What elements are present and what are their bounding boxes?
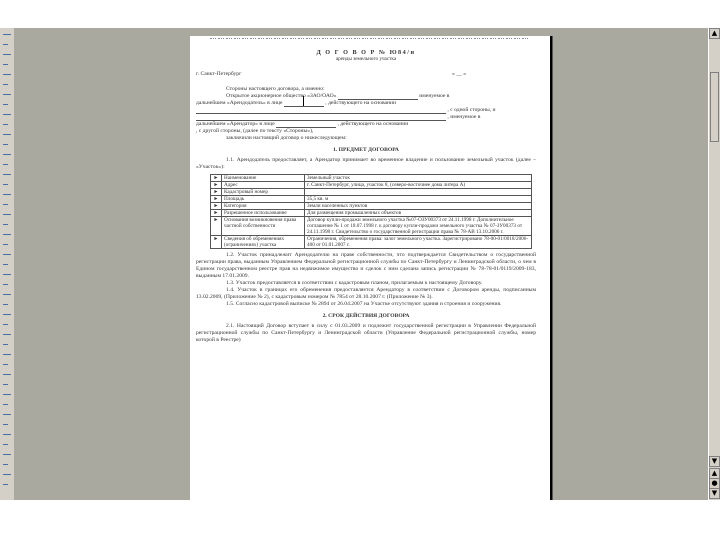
section-2-title: 2. СРОК ДЕЙСТВИЯ ДОГОВОРА bbox=[322, 313, 410, 319]
table-row bbox=[211, 189, 532, 196]
page-top-mark bbox=[378, 38, 384, 42]
document-subtitle: аренды земельного участка bbox=[335, 56, 397, 62]
page-top-mark bbox=[418, 38, 424, 42]
ruler-tick bbox=[3, 484, 8, 485]
property-table bbox=[210, 174, 532, 249]
ruler-tick bbox=[3, 284, 8, 285]
row-marker: ► bbox=[211, 189, 222, 196]
row-key: Наименование bbox=[222, 175, 305, 182]
scroll-up-button[interactable]: ▲ bbox=[709, 28, 720, 39]
preamble-text: , именуемое в bbox=[447, 114, 481, 120]
ruler-tick bbox=[3, 214, 11, 215]
page-top-mark bbox=[282, 38, 288, 42]
page-top-mark bbox=[466, 38, 472, 42]
ruler-tick bbox=[3, 94, 11, 95]
preamble-line bbox=[196, 100, 536, 107]
ruler-tick bbox=[3, 64, 8, 65]
row-key: Площадь bbox=[222, 196, 305, 203]
preamble-line bbox=[196, 121, 536, 128]
row-marker: ► bbox=[211, 175, 222, 182]
page-top-mark bbox=[498, 38, 504, 42]
table-row bbox=[211, 196, 532, 203]
page-top-mark bbox=[402, 38, 408, 42]
ruler-tick bbox=[3, 454, 11, 455]
page-top-mark bbox=[330, 38, 336, 42]
row-value: Ограничения, обременения права: залог земельного участка. Зарегистрировано 78-00-01/0018/2006-400 от 01.01.2007 г. bbox=[305, 236, 532, 249]
page-top-mark bbox=[426, 38, 432, 42]
page-top-mark bbox=[210, 38, 216, 42]
row-marker: ► bbox=[211, 210, 222, 217]
ruler-tick bbox=[3, 304, 8, 305]
document-workspace bbox=[14, 28, 709, 500]
page-top-mark bbox=[250, 38, 256, 42]
ruler-tick bbox=[3, 144, 8, 145]
page-top-mark bbox=[370, 38, 376, 42]
ruler-tick bbox=[3, 244, 8, 245]
page-top-mark bbox=[354, 38, 360, 42]
page-top-mark bbox=[290, 38, 296, 42]
page-top-mark bbox=[450, 38, 456, 42]
table-row bbox=[211, 175, 532, 182]
page-top-mark bbox=[322, 38, 328, 42]
vertical-ruler[interactable] bbox=[0, 28, 15, 500]
ruler-tick bbox=[3, 434, 11, 435]
scroll-down-button[interactable]: ▼ bbox=[709, 456, 720, 467]
page-top-mark bbox=[346, 38, 352, 42]
preamble-line: , с другой стороны, (далее по тексту «Стороны»), bbox=[196, 128, 314, 134]
ruler-tick bbox=[3, 104, 8, 105]
row-marker: ► bbox=[211, 196, 222, 203]
ruler-tick bbox=[3, 374, 11, 375]
row-value: 35,5 кв. м bbox=[305, 196, 532, 203]
row-marker: ► bbox=[211, 182, 222, 189]
top-blank bbox=[0, 0, 720, 28]
ruler-tick bbox=[3, 424, 8, 425]
page-top-mark bbox=[314, 38, 320, 42]
ruler-tick bbox=[3, 44, 8, 45]
page-top-mark bbox=[218, 38, 224, 42]
ruler-tick bbox=[3, 54, 11, 55]
page-top-mark bbox=[234, 38, 240, 42]
ruler-tick bbox=[3, 154, 11, 155]
page-top-mark bbox=[490, 38, 496, 42]
preamble-text: дальнейшем «Арендодатель» в лице bbox=[196, 100, 283, 106]
row-value bbox=[305, 189, 532, 196]
ruler-tick bbox=[3, 354, 11, 355]
page-top-mark bbox=[514, 38, 520, 42]
preamble-line bbox=[196, 107, 536, 114]
page-top-mark bbox=[226, 38, 232, 42]
preamble-text: именуемое в bbox=[419, 93, 450, 99]
clause-1-4: 1.4. Участок в границах его обременения предоставляется Арендатору в соответствии с Договором аренды, подписанным 13.02.2009, (Приложение № 2), с кадастровым номером № 7854 от 28.10.2007 г. (Приложение № 3). bbox=[196, 287, 536, 300]
ruler-tick bbox=[3, 234, 11, 235]
previous-page-button[interactable]: ▲ bbox=[709, 468, 720, 479]
ruler-tick bbox=[3, 394, 11, 395]
ruler-tick bbox=[3, 124, 8, 125]
page-top-mark bbox=[522, 38, 528, 42]
ruler-tick bbox=[3, 324, 8, 325]
ruler-tick bbox=[3, 134, 11, 135]
ruler-tick bbox=[3, 384, 8, 385]
row-value: Земли населенных пунктов bbox=[305, 203, 532, 210]
page-top-mark bbox=[410, 38, 416, 42]
table-row bbox=[211, 210, 532, 217]
clause-1-2: 1.2. Участок принадлежит Арендодателю на праве собственности, что подтверждается Свидетельством о государственной регистрации права, выданным Управлением Федеральной регистрационной службы по Санкт-Петербургу и Ленинградской области, о чем в Едином государственном реестре прав на недвижимое имущество и сделок с ним сделана запись регистрации № 78-78-01/0119/2009-183, выданным 17.01.2009. bbox=[196, 252, 536, 279]
table-row bbox=[211, 217, 532, 236]
ruler-tick bbox=[3, 114, 11, 115]
vertical-scrollbar[interactable] bbox=[708, 28, 720, 500]
ruler-tick bbox=[3, 344, 8, 345]
clause-2-1: 2.1. Настоящий Договор вступает в силу с 01.03.2009 и подлежит государственной регистрации в Управлении Федеральной регистрационной службы по Санкт-Петербургу и Ленинградской области (Управление Федеральной регистрационной службы, номер которой в Реестре) bbox=[196, 323, 536, 343]
ruler-tick bbox=[3, 314, 11, 315]
ruler-tick bbox=[3, 414, 11, 415]
page-top-mark bbox=[274, 38, 280, 42]
preamble-line: заключили настоящий договор о нижеследующем: bbox=[226, 135, 347, 141]
page-top-mark bbox=[266, 38, 272, 42]
section-1-title: 1. ПРЕДМЕТ ДОГОВОРА bbox=[333, 147, 399, 153]
bottom-blank bbox=[0, 500, 720, 540]
ruler-tick bbox=[3, 164, 8, 165]
date-label: « __ » bbox=[452, 71, 466, 77]
page-top-mark bbox=[298, 38, 304, 42]
ruler-tick bbox=[3, 274, 11, 275]
clause-1-1: 1.1. Арендодатель предоставляет, а Арендатор принимает во временное владение и пользование земельный участок (далее – «Участок»): bbox=[196, 157, 536, 170]
ruler-tick bbox=[3, 84, 8, 85]
row-value: Для размещения промышленных объектов bbox=[305, 210, 532, 217]
row-value: г. Санкт-Петербург, улица, участок 8, (северо-восточнее дома литера А) bbox=[305, 182, 532, 189]
preamble-line bbox=[196, 114, 536, 121]
next-page-button[interactable]: ▼ bbox=[709, 488, 720, 499]
preamble-text: , действующего на основании bbox=[325, 100, 397, 106]
row-key: Основания возникновения права частной собственности bbox=[222, 217, 305, 236]
page-top-mark bbox=[362, 38, 368, 42]
ruler-tick bbox=[3, 224, 8, 225]
clause-1-3: 1.3. Участок предоставляется в соответствии с кадастровым планом, прилагаемым к настоящему Договору. bbox=[226, 280, 483, 286]
city-date-row bbox=[196, 71, 536, 78]
ruler-tick bbox=[3, 364, 8, 365]
ruler-tick bbox=[3, 74, 11, 75]
ruler-tick bbox=[3, 444, 8, 445]
row-marker: ► bbox=[211, 217, 222, 236]
ruler-tick bbox=[3, 174, 11, 175]
ruler-tick bbox=[3, 474, 11, 475]
ruler-tick bbox=[3, 184, 8, 185]
page-top-mark bbox=[506, 38, 512, 42]
row-marker: ► bbox=[211, 203, 222, 210]
row-key: Сведения об обременениях (ограничениях) участка bbox=[222, 236, 305, 249]
row-value: Договор купли-продажи земельного участка №07-ОЗУ00373 от 24.11.1998 г. Дополнительное соглашение № 1 от 18.07.1998 г. к договору купли-продажи земельного участка № 07-ЗУ00373 от 24.11.1998 г. Свидетельство о государственной регистрации права № 78-АВ 13.10.2006 г. bbox=[305, 217, 532, 236]
document-body bbox=[196, 49, 536, 344]
page-top-mark bbox=[458, 38, 464, 42]
table-row bbox=[211, 203, 532, 210]
page-top-mark bbox=[258, 38, 264, 42]
row-key: Категория bbox=[222, 203, 305, 210]
ruler-tick bbox=[3, 464, 8, 465]
page-top-mark bbox=[394, 38, 400, 42]
page-top-mark bbox=[474, 38, 480, 42]
page-top-mark bbox=[434, 38, 440, 42]
preamble-text: , с одной стороны, и bbox=[447, 107, 496, 113]
ruler-tick bbox=[3, 334, 11, 335]
preamble-text: дальнейшем «Арендатор» в лице bbox=[196, 121, 275, 127]
row-value: Земельный участок bbox=[305, 175, 532, 182]
document-title: Д О Г О В О Р № Ю84/н bbox=[316, 49, 416, 56]
page-top-mark bbox=[306, 38, 312, 42]
row-marker: ► bbox=[211, 236, 222, 249]
select-browse-object-button[interactable]: ● bbox=[709, 478, 720, 489]
ruler-tick bbox=[3, 34, 11, 35]
table-row bbox=[211, 182, 532, 189]
preamble-line bbox=[196, 93, 536, 100]
scroll-thumb[interactable] bbox=[710, 72, 719, 142]
page-top-mark bbox=[242, 38, 248, 42]
ruler-tick bbox=[3, 204, 8, 205]
page-top-marks bbox=[190, 36, 550, 46]
page-top-mark bbox=[442, 38, 448, 42]
city-label: г. Санкт-Петербург bbox=[196, 71, 242, 77]
document-viewer bbox=[0, 28, 720, 500]
row-key: Кадастровый номер bbox=[222, 189, 305, 196]
row-key: Разрешенное использование bbox=[222, 210, 305, 217]
ruler-tick bbox=[3, 254, 11, 255]
ruler-tick bbox=[3, 404, 8, 405]
party-one-name: Открытое акционерное общество «ЗАО/ОАО» bbox=[226, 93, 337, 99]
preamble-text: , действующего на основании bbox=[337, 121, 409, 127]
document-page[interactable] bbox=[190, 36, 552, 500]
page-top-mark bbox=[482, 38, 488, 42]
ruler-tick bbox=[3, 264, 8, 265]
ruler-tick bbox=[3, 294, 11, 295]
table-row bbox=[211, 236, 532, 249]
page-top-mark bbox=[386, 38, 392, 42]
preamble-line: Стороны настоящего договора, а именно: bbox=[226, 86, 325, 92]
clause-1-5: 1.5. Согласно кадастровой выписке № 2894 от 26.04.2007 на Участке отсутствуют здания и строения и сооружения. bbox=[226, 301, 502, 307]
ruler-tick bbox=[3, 194, 11, 195]
row-key: Адрес bbox=[222, 182, 305, 189]
page-top-mark bbox=[338, 38, 344, 42]
